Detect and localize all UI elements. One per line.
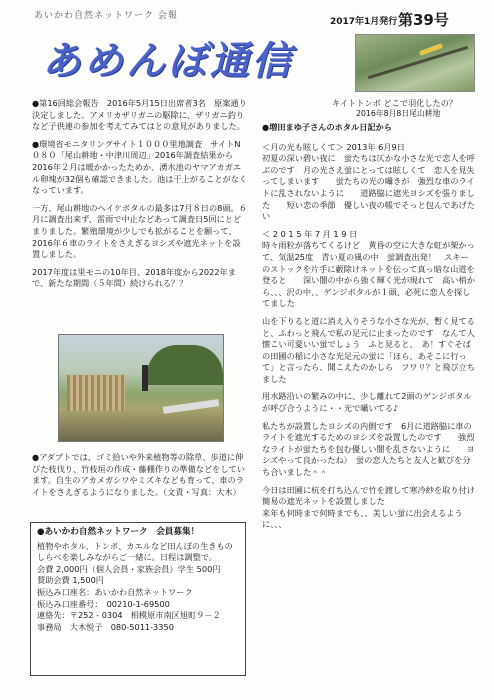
- membership-line: 会費 2,000円（個人会員・家族会員）学生 500円: [37, 563, 221, 574]
- left-column: [32, 98, 248, 296]
- meeting-report: ●第16回総会報告 2016年5月15日出席者3名 原案通り決定しました。アメリカザリガニの駆除に、ザリガニ釣りなど子供連の参加を考えてみてはとの意見がありました。: [32, 98, 247, 132]
- right-column: [262, 122, 476, 537]
- newsletter-brand: あいかわ自然ネットワーク 会報: [34, 11, 178, 21]
- membership-line: 事務局 大木悦子 080-5011-3350: [37, 621, 174, 632]
- dragonfly-caption-date: 2016年8月8日尾山耕地: [356, 109, 441, 118]
- twig-shape: [368, 46, 468, 79]
- page-footer: [0, 686, 494, 700]
- membership-line: 連絡先：〒252 - 0304 相模原市南区旭町９－２: [37, 610, 221, 621]
- membership-line: 植物やホタル、トンボ、カエルなど田んぼの生きものしらべを楽しみながらご一緒に。日程は調整で。: [37, 540, 233, 563]
- dragonfly-photo: [355, 34, 475, 92]
- adopt-activity: ●アダプトでは、ゴミ拾いや外来植物等の除草、歩道に伸びた枝伐り、竹枝垣の作成・藤棚作りの準備などをしています。自生のアカメガシワやミズキなども育って、車のライトをさえぎるようになりました。（文責・写真：大木）: [32, 452, 245, 497]
- future-plan: 2017年度は里モニの10年目、2018年度から2022年まで、新たな期間（５年間）続けられる？？: [32, 266, 236, 289]
- diary-entry-screen: 私たちが設置したヨシズの内側です 6月に道路脇に車のライトを遮光するためのヨシズを設置したのです 強烈なライトが蛍たちを包む優しい闇を乱さないように ヨシズやって良かったね） 蛍の恋人たちと友人と歓びを分ち合いました＾＾: [262, 420, 475, 478]
- tree-shape: [147, 345, 223, 385]
- diary-heading: ●増田まゆ子さんのホタル日記から: [262, 122, 392, 132]
- membership-line: 振込み口座名：あいかわ自然ネットワーク: [37, 586, 193, 597]
- membership-line: 賛助会費 1,500円: [37, 575, 104, 586]
- dragonfly-caption-title: キイトトンボ どこで羽化したの？: [332, 98, 458, 108]
- reed-screen-shape: [67, 375, 125, 411]
- issue-number: 第39号: [398, 11, 449, 29]
- person-shape: [142, 365, 148, 391]
- board-shape: [163, 399, 219, 414]
- diary-entry-2015: ＜ 2 0 1 5 年 7 月 1 9 日 時々雨粒が落ちてくるけど 黄昏の空に大きな虹が架かって、気温25度 青い夏の風の中 蛍調査出発！ スキーのストックを片手に藪除けネットを伝って真っ暗な山道を登ると 深い闇の中から強く輝く光が現れて 高い梢から、、、沢の中、、ゲンジボタルが１頭、必死に恋人を探してました: [262, 228, 475, 309]
- membership-box: [30, 522, 246, 676]
- firefly-report: 一方、尾山耕地のヘイケボタルの最多は7月８日の8頭。６月に調査出来ず、雷雨で中止などあって調査日5回にとどまりました。繁殖環境が少しでも拡がることを願って、2016年６車のライトをさえぎるヨシズや遮光ネットを設置しました。: [32, 202, 247, 260]
- membership-title: ●あいかわ自然ネットワーク 会員募集！: [37, 527, 200, 537]
- membership-line: 振込み口座番号： 00210-1-69500: [37, 598, 170, 609]
- field-work-photo: [58, 334, 224, 442]
- diary-entry-net: 今日は田圃に杭を打ち込んで竹を渡して寒冷紗を取り付け簡易の遮光ネットを設置しました 来年も何時まで何時までも、、美しい蛍に出会えるように、、、: [262, 484, 475, 530]
- issue-date: 2017年1月発行: [330, 17, 398, 27]
- monitoring-report: ●環境省モニタリングサイト１０００里地調査 サイトN０８０「尾山耕地・中津川周辺」2016年調査結果から 2016年２月は暖かかったためか、湧水池のヤマアカガエル卵塊が32個も確認できました。池は干上がることがなくなっています。: [32, 138, 250, 196]
- diary-entry-approach: 山を下りると道に消え入りそうな小さな光が、暫く見てると、ふわっと飛んで私の足元に止まったのです なんて人懐こい可愛いい蛍でしょう ふと見ると、 あ！すぐそばの田圃の稲に小さな光足元の蛍に「ほら、あそこに行って」と言ったら、聞こえたのかしら フワリ？と飛び立ちました: [262, 315, 475, 384]
- newsletter-title: あめんぼ通信: [42, 39, 295, 84]
- diary-entry-canal: 用水路沿いの繁みの中に、少し離れて2頭のゲンジボタルが呼び合うように・・光で囁いてる♪: [262, 391, 472, 414]
- diary-entry-2013: ＜月の光も眩しくて＞ 2013年 6月9日 初夏の深い碧い夜に 蛍たちは仄かな小さな光で恋人を呼ぶのです 月の光さえ蛍にとっては眩しくて 恋人を見失ってしまいます 蛍たちの光の囁きが 強烈な車のライトに乱されないように 道路脇に遮光ヨシズを張りました 短い恋の季節 優しい夜の帳でそっと包んであげたい: [262, 141, 475, 222]
